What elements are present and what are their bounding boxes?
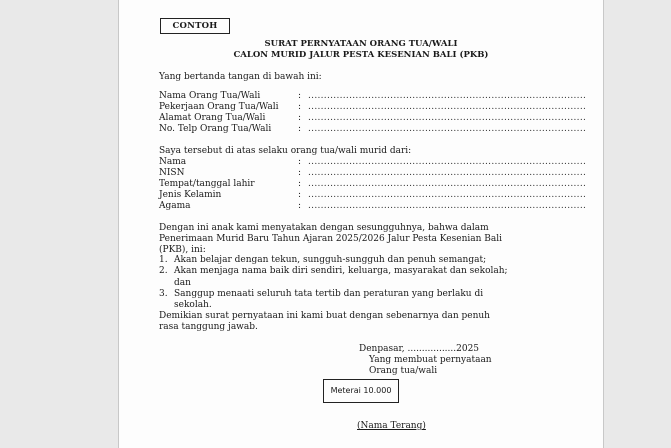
- statement-line: Penerimaan Murid Baru Tahun Ajaran 2025/2026 Jalur Pesta Kesenian Bali: [159, 234, 502, 244]
- title-line-2: CALON MURID JALUR PESTA KESENIAN BALI (PKB): [233, 50, 489, 60]
- student-intro: Saya tersebut di atas selaku orang tua/wali murid dari:: [159, 146, 412, 156]
- field-blank: ........................................................................................: [308, 113, 587, 123]
- field-blank: ........................................................................................: [308, 157, 587, 167]
- field-blank: ........................................................................................: [308, 201, 587, 211]
- closing-line: Demikian surat pernyataan ini kami buat dengan sebenarnya dan penuh: [159, 311, 490, 321]
- field-label: NISN: [159, 168, 185, 178]
- field-blank: ........................................................................................: [308, 91, 587, 101]
- field-colon: :: [298, 157, 302, 167]
- list-item: [159, 255, 519, 266]
- place-date: Denpasar, .................2025: [359, 344, 480, 354]
- field-blank: ........................................................................................: [308, 102, 587, 112]
- signature-name: (Nama Terang): [357, 421, 426, 431]
- field-colon: :: [298, 168, 302, 178]
- field-colon: :: [298, 190, 302, 200]
- field-blank: ........................................................................................: [308, 124, 587, 134]
- field-colon: :: [298, 124, 302, 134]
- field-label: Nama: [159, 157, 187, 167]
- list-number: 1.: [159, 255, 168, 265]
- field-colon: :: [298, 91, 302, 101]
- signer-title: Yang membuat pernyataan: [369, 355, 492, 365]
- field-label: No. Telp Orang Tua/Wali: [159, 124, 272, 134]
- list-item: [159, 289, 519, 312]
- field-colon: :: [298, 102, 302, 112]
- field-label: Jenis Kelamin: [159, 190, 222, 200]
- list-text: Akan menjaga nama baik diri sendiri, keluarga, masyarakat dan sekolah; dan: [174, 266, 508, 288]
- list-text: Akan belajar dengan tekun, sungguh-sungguh dan penuh semangat;: [174, 255, 487, 265]
- field-blank: ........................................................................................: [308, 190, 587, 200]
- stamp-duty-box: Meterai 10.000: [323, 379, 399, 403]
- example-badge: CONTOH: [160, 18, 230, 34]
- field-label: Pekerjaan Orang Tua/Wali: [159, 102, 279, 112]
- field-label: Tempat/tanggal lahir: [159, 179, 255, 189]
- closing-line: rasa tanggung jawab.: [159, 322, 258, 332]
- field-colon: :: [298, 113, 302, 123]
- document-page: [118, 0, 604, 448]
- intro-text: Yang bertanda tangan di bawah ini:: [159, 72, 322, 82]
- statement-line: (PKB), ini:: [159, 245, 206, 255]
- field-colon: :: [298, 179, 302, 189]
- field-blank: ........................................................................................: [308, 168, 587, 178]
- field-blank: ........................................................................................: [308, 179, 587, 189]
- field-colon: :: [298, 201, 302, 211]
- pledge-list: [159, 255, 519, 311]
- list-number: 3.: [159, 288, 168, 299]
- list-number: 2.: [159, 266, 168, 277]
- list-text: Sanggup menaati seluruh tata tertib dan peraturan yang berlaku di sekolah.: [174, 288, 484, 311]
- signer-role: Orang tua/wali: [369, 366, 438, 376]
- field-label: Nama Orang Tua/Wali: [159, 91, 261, 101]
- title-line-1: SURAT PERNYATAAN ORANG TUA/WALI: [264, 39, 458, 49]
- statement-line: Dengan ini anak kami menyatakan dengan sesungguhnya, bahwa dalam: [159, 223, 489, 233]
- field-label: Agama: [159, 201, 191, 211]
- list-item: [159, 266, 519, 289]
- field-label: Alamat Orang Tua/Wali: [159, 113, 266, 123]
